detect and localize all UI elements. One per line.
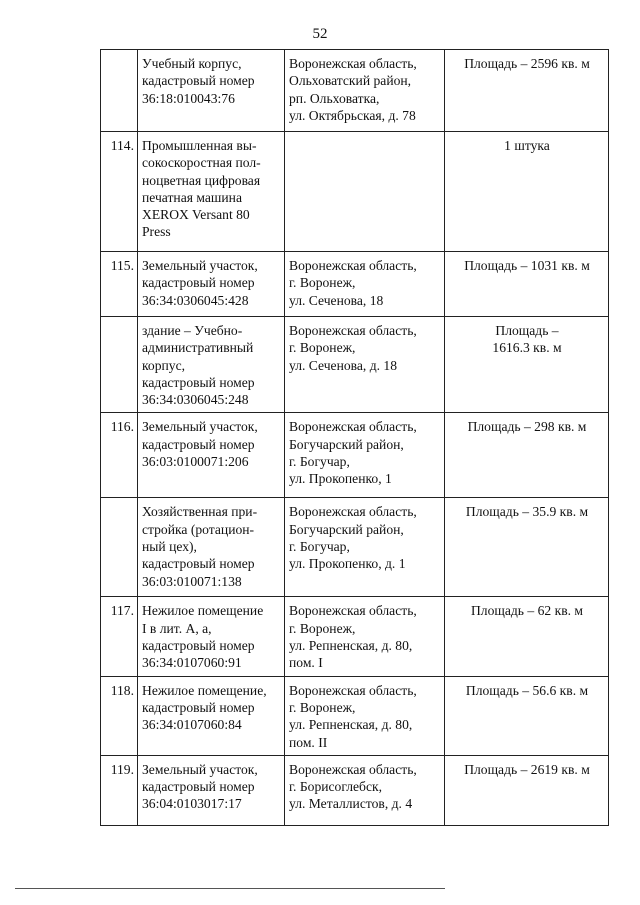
address-line: г. Воронеж,: [289, 699, 356, 715]
name-line: Земельный участок,: [142, 761, 258, 777]
area-cell: [445, 317, 609, 413]
name-line: ный цех),: [142, 539, 197, 555]
name-line: печатная машина: [142, 189, 242, 205]
table-row: [101, 597, 609, 676]
name-line: Промышленная вы-: [142, 138, 257, 153]
area-cell: [445, 597, 609, 676]
name-line: корпус,: [142, 357, 186, 373]
address-line: пом. II: [289, 734, 328, 750]
area-line: 1616.3 кв. м: [492, 340, 562, 356]
name-line: кадастровый номер: [142, 436, 255, 452]
property-table: [100, 49, 609, 826]
object-name-cell: [138, 50, 285, 132]
address-line: Воронежская область,: [289, 504, 417, 520]
table-row: [101, 252, 609, 317]
address-cell: [285, 676, 445, 755]
object-name-cell: [138, 132, 285, 252]
area-cell: [445, 676, 609, 755]
address-line: г. Воронеж,: [289, 275, 356, 291]
address-cell: [285, 755, 445, 825]
address-line: ул. Репненская, д. 80,: [289, 638, 413, 654]
area-cell: [445, 498, 609, 597]
table-row: [101, 132, 609, 252]
address-cell: [285, 132, 445, 252]
row-number-cell: 116.: [101, 413, 138, 498]
name-line: Хозяйственная при-: [142, 504, 258, 520]
name-line: 36:34:0306045:428: [142, 292, 249, 308]
address-line: Воронежская область,: [289, 761, 417, 777]
name-line: 36:03:0100071:206: [142, 454, 249, 470]
name-line: 36:18:010043:76: [142, 90, 235, 106]
name-line: кадастровый номер: [142, 699, 255, 715]
name-line: 36:03:010071:138: [142, 573, 242, 589]
address-line: ул. Октябрьская, д. 78: [289, 107, 416, 123]
address-line: пом. I: [289, 655, 323, 671]
name-line: кадастровый номер: [142, 779, 255, 795]
name-line: 36:34:0306045:248: [142, 392, 249, 408]
area-cell: [445, 755, 609, 825]
address-line: Воронежская область,: [289, 56, 417, 71]
table-row: [101, 317, 609, 413]
address-line: ул. Прокопенко, 1: [289, 471, 392, 487]
area-cell: [445, 132, 609, 252]
footer-rule: [15, 888, 445, 889]
name-line: Земельный участок,: [142, 258, 258, 273]
address-line: Богучарский район,: [289, 521, 404, 537]
area-cell: [445, 50, 609, 132]
name-line: Учебный корпус,: [142, 56, 242, 71]
address-line: Воронежская область,: [289, 419, 417, 435]
name-line: кадастровый номер: [142, 374, 255, 390]
area-line: Площадь –: [495, 323, 559, 338]
object-name-cell: [138, 252, 285, 317]
name-line: I в лит. А, а,: [142, 620, 212, 636]
name-line: Земельный участок,: [142, 419, 258, 435]
object-name-cell: [138, 755, 285, 825]
object-name-cell: [138, 597, 285, 676]
area-line: Площадь – 2596 кв. м: [464, 56, 590, 71]
object-name-cell: [138, 317, 285, 413]
object-name-cell: [138, 413, 285, 498]
name-line: 36:34:0107060:84: [142, 717, 242, 733]
table-row: [101, 50, 609, 132]
name-line: 36:04:0103017:17: [142, 796, 242, 812]
address-line: г. Воронеж,: [289, 620, 356, 636]
row-number-cell: 117.: [101, 597, 138, 676]
address-line: г. Борисоглебск,: [289, 779, 382, 795]
area-line: Площадь – 35.9 кв. м: [465, 504, 589, 520]
area-cell: [445, 252, 609, 317]
row-number-cell: 119.: [101, 755, 138, 825]
address-line: ул. Сеченова, д. 18: [289, 357, 398, 373]
area-line: Площадь – 1031 кв. м: [464, 258, 590, 273]
name-line: кадастровый номер: [142, 638, 255, 654]
name-line: сокоскоростная пол-: [142, 155, 261, 171]
address-cell: [285, 252, 445, 317]
row-number-cell: 118.: [101, 676, 138, 755]
area-cell: [445, 413, 609, 498]
address-cell: [285, 317, 445, 413]
name-line: Press: [142, 224, 171, 240]
object-name-cell: [138, 676, 285, 755]
area-line: 1 штука: [504, 138, 550, 153]
area-line: Площадь – 62 кв. м: [470, 603, 584, 619]
address-line: г. Богучар,: [289, 454, 350, 470]
table-body: [101, 50, 609, 826]
address-line: Воронежская область,: [289, 323, 417, 338]
name-line: Нежилое помещение: [142, 603, 264, 619]
area-line: Площадь – 56.6 кв. м: [465, 682, 589, 698]
address-cell: [285, 498, 445, 597]
name-line: здание – Учебно-: [142, 323, 243, 338]
table-row: [101, 755, 609, 825]
address-line: Богучарский район,: [289, 436, 404, 452]
table-row: [101, 676, 609, 755]
name-line: кадастровый номер: [142, 275, 255, 291]
area-line: Площадь – 298 кв. м: [467, 419, 587, 435]
address-cell: [285, 413, 445, 498]
name-line: кадастровый номер: [142, 556, 255, 572]
address-line: Воронежская область,: [289, 682, 417, 698]
name-line: ноцветная цифровая: [142, 172, 261, 188]
row-number-cell: [101, 498, 138, 597]
address-line: г. Богучар,: [289, 539, 350, 555]
name-line: стройка (ротацион-: [142, 521, 255, 537]
row-number-cell: 114.: [101, 132, 138, 252]
address-line: г. Воронеж,: [289, 340, 356, 356]
address-line: Воронежская область,: [289, 603, 417, 619]
address-cell: [285, 597, 445, 676]
row-number-cell: [101, 50, 138, 132]
address-cell: [285, 50, 445, 132]
name-line: Нежилое помещение,: [142, 682, 267, 698]
address-line: Ольховатский район,: [289, 73, 412, 89]
row-number-cell: 115.: [101, 252, 138, 317]
table-row: [101, 413, 609, 498]
name-line: XEROX Versant 80: [142, 207, 250, 223]
area-line: Площадь – 2619 кв. м: [464, 761, 590, 777]
table-row: [101, 498, 609, 597]
address-line: Воронежская область,: [289, 258, 417, 273]
address-line: ул. Сеченова, 18: [289, 292, 384, 308]
name-line: кадастровый номер: [142, 73, 255, 89]
page-number: 52: [312, 26, 328, 42]
row-number-cell: [101, 317, 138, 413]
object-name-cell: [138, 498, 285, 597]
address-line: ул. Репненская, д. 80,: [289, 717, 413, 733]
address-line: ул. Металлистов, д. 4: [289, 796, 413, 812]
name-line: административный: [142, 340, 254, 356]
address-line: рп. Ольховатка,: [289, 90, 380, 106]
address-line: ул. Прокопенко, д. 1: [289, 556, 406, 572]
name-line: 36:34:0107060:91: [142, 655, 242, 671]
